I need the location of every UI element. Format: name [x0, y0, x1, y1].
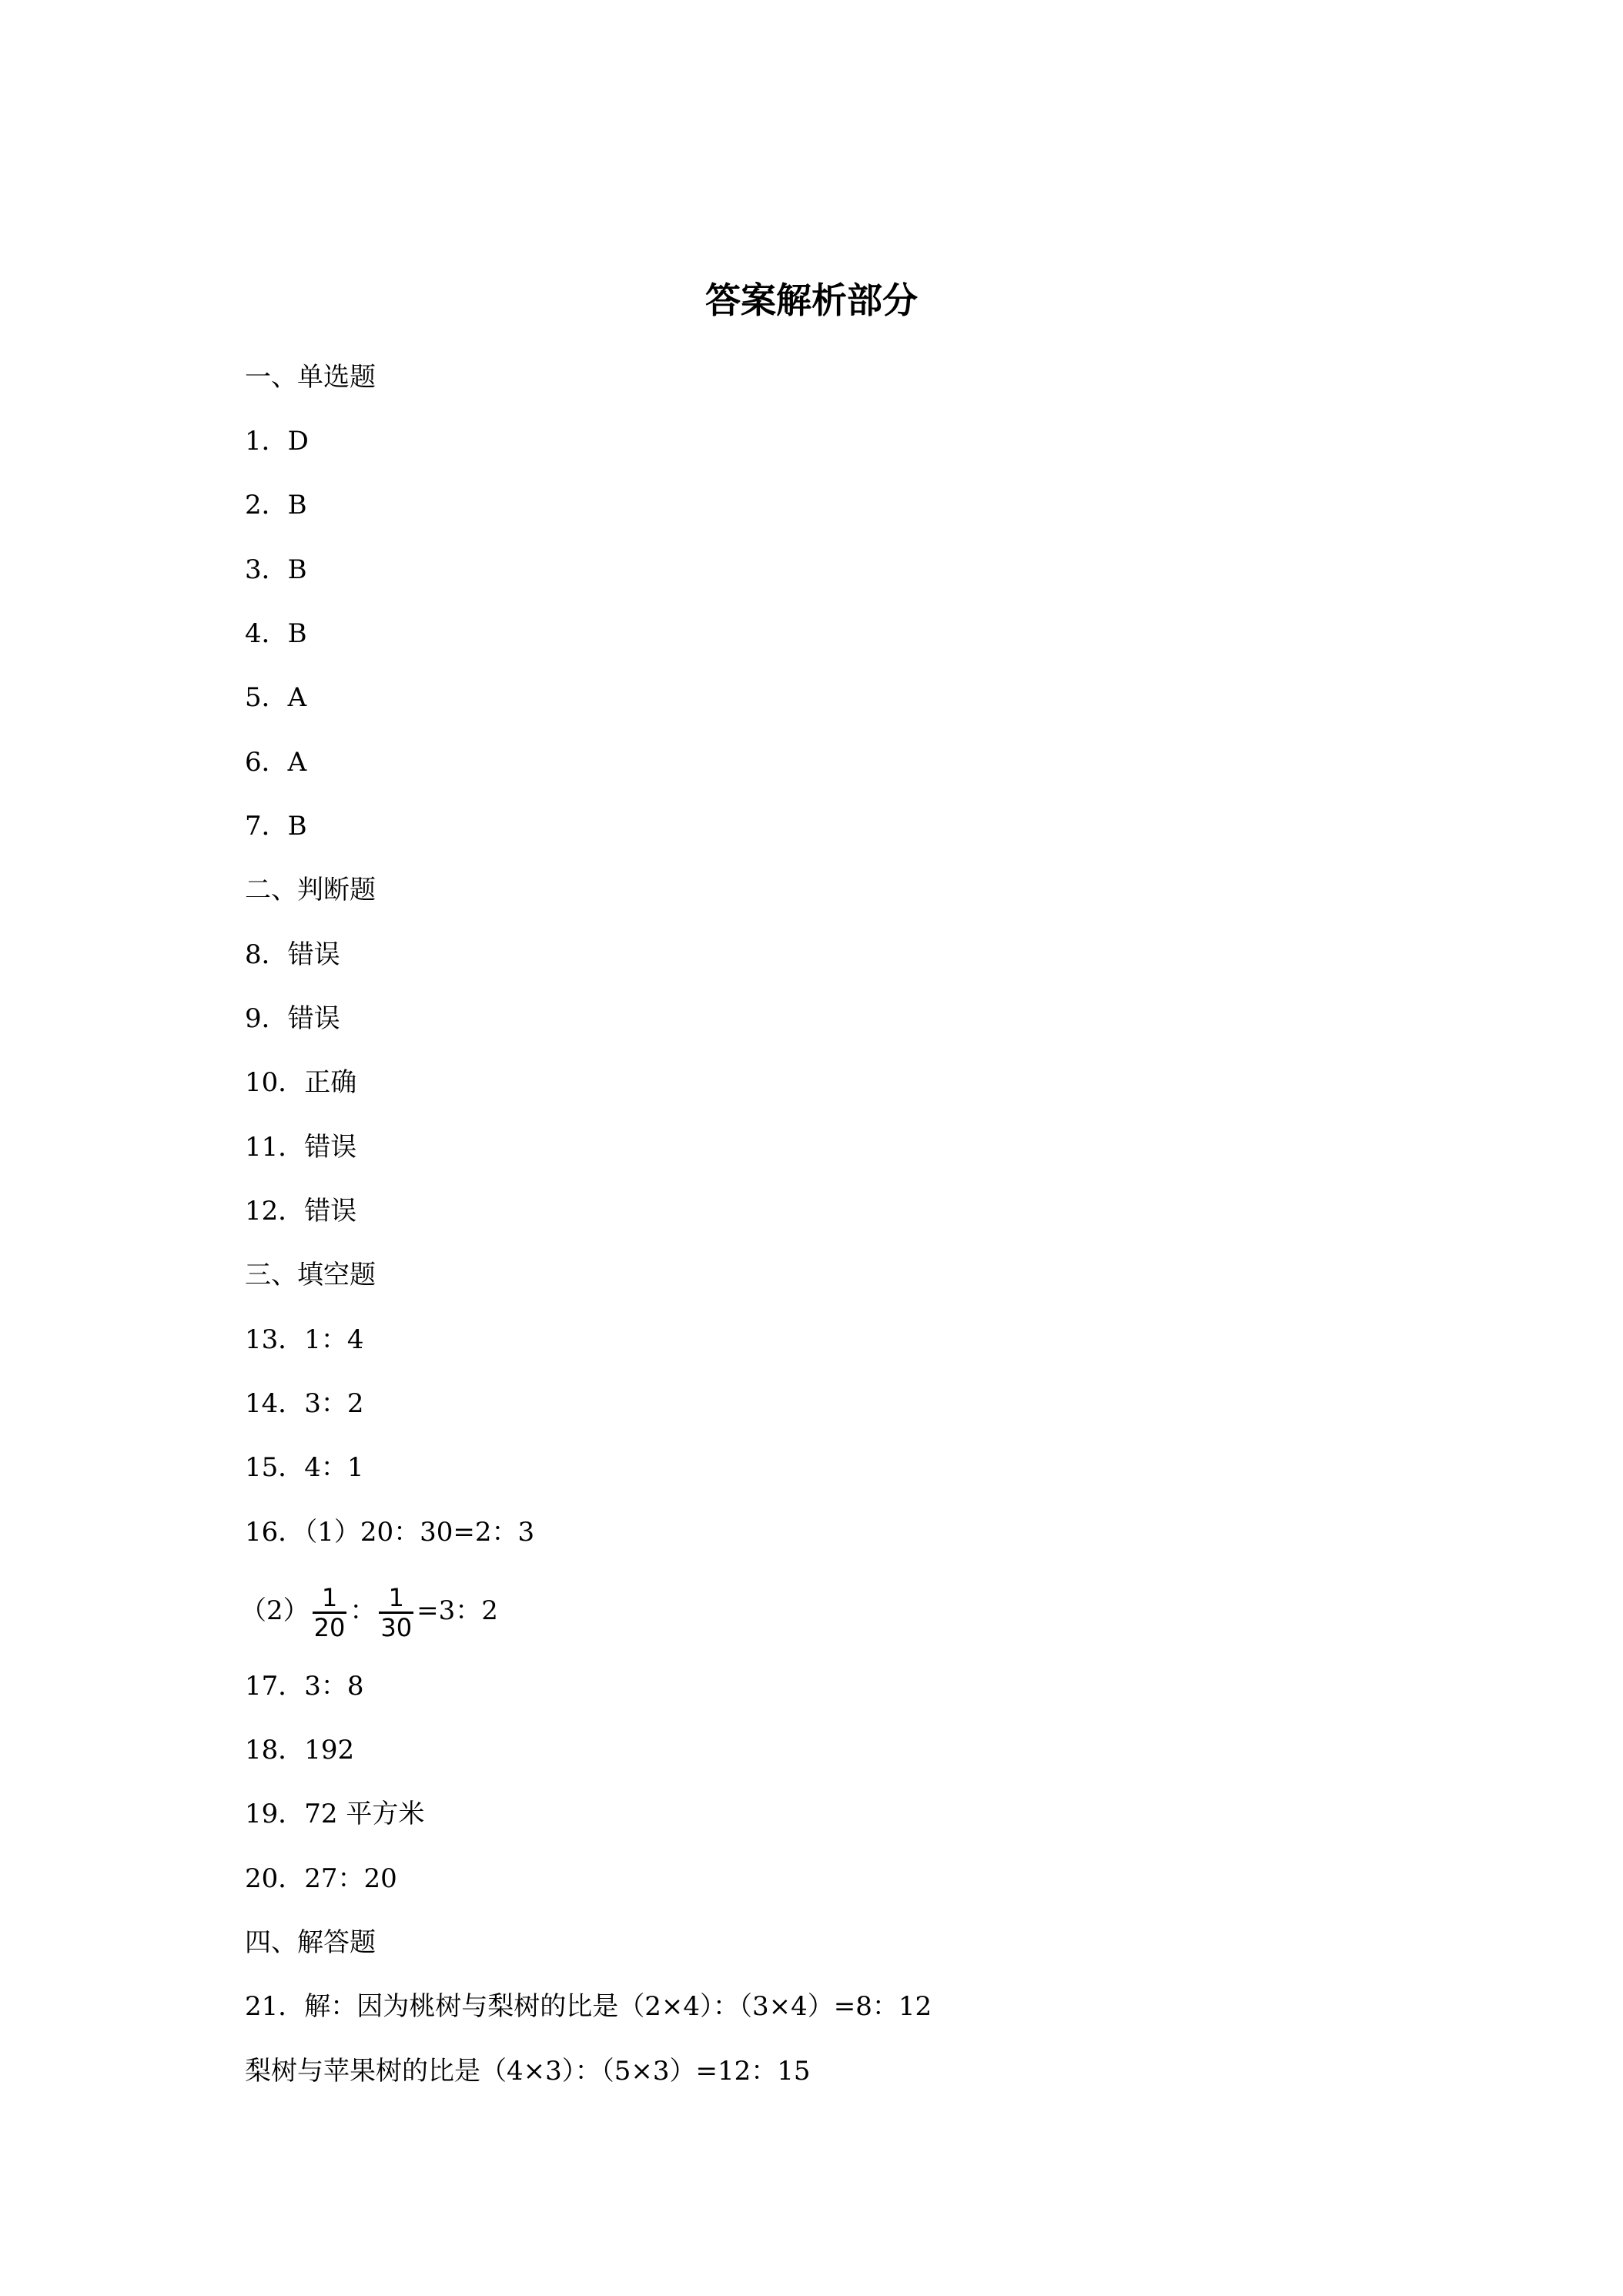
answer-21-line-2: 梨树与苹果树的比是（4×3）：（5×3）=12：15	[245, 2056, 811, 2087]
answer-8: 8．错误	[245, 939, 340, 970]
section-heading-true-false: 二、判断题	[245, 875, 376, 905]
answer-2: 2．B	[245, 490, 307, 520]
answer-16-part-2	[240, 1580, 498, 1642]
answer-16-part-2-result: =3：2	[417, 1595, 498, 1626]
answer-15: 15．4：1	[245, 1452, 364, 1483]
answer-1: 1．D	[245, 426, 309, 457]
answer-5: 5．A	[245, 682, 307, 713]
answer-18: 18．192	[245, 1735, 355, 1766]
answer-12: 12．错误	[245, 1196, 357, 1227]
answer-4: 4．B	[245, 618, 307, 649]
answer-9: 9．错误	[245, 1003, 340, 1034]
fraction-numerator: 1	[321, 1582, 338, 1612]
section-heading-solution: 四、解答题	[245, 1927, 376, 1958]
answer-7: 7．B	[245, 811, 307, 842]
fraction-denominator: 20	[313, 1612, 346, 1642]
fraction-numerator: 1	[388, 1582, 404, 1612]
answer-19: 19．72 平方米	[245, 1799, 425, 1829]
fraction-one-thirtieth	[379, 1584, 413, 1642]
fraction-one-twentieth	[313, 1584, 347, 1642]
answer-20: 20．27：20	[245, 1863, 397, 1894]
answer-17: 17．3：8	[245, 1671, 364, 1702]
page-title: 答案解析部分	[705, 279, 918, 321]
fraction-denominator: 30	[380, 1612, 413, 1642]
section-heading-fill-in: 三、填空题	[245, 1260, 376, 1290]
answer-16-part-1: 16．（1）20：30=2：3	[245, 1517, 535, 1548]
answer-21-line-1: 21．解：因为桃树与梨树的比是（2×4）：（3×4）=8：12	[245, 1991, 932, 2022]
answer-3: 3．B	[245, 554, 307, 585]
answer-16-part-2-prefix: （2）	[240, 1595, 310, 1626]
answer-6: 6．A	[245, 747, 307, 778]
section-heading-single-choice: 一、单选题	[245, 362, 376, 393]
answer-10: 10．正确	[245, 1067, 357, 1098]
ratio-separator: ：	[350, 1595, 376, 1626]
answer-11: 11．错误	[245, 1132, 357, 1163]
answer-14: 14．3：2	[245, 1388, 364, 1419]
answer-13: 13．1：4	[245, 1324, 364, 1355]
